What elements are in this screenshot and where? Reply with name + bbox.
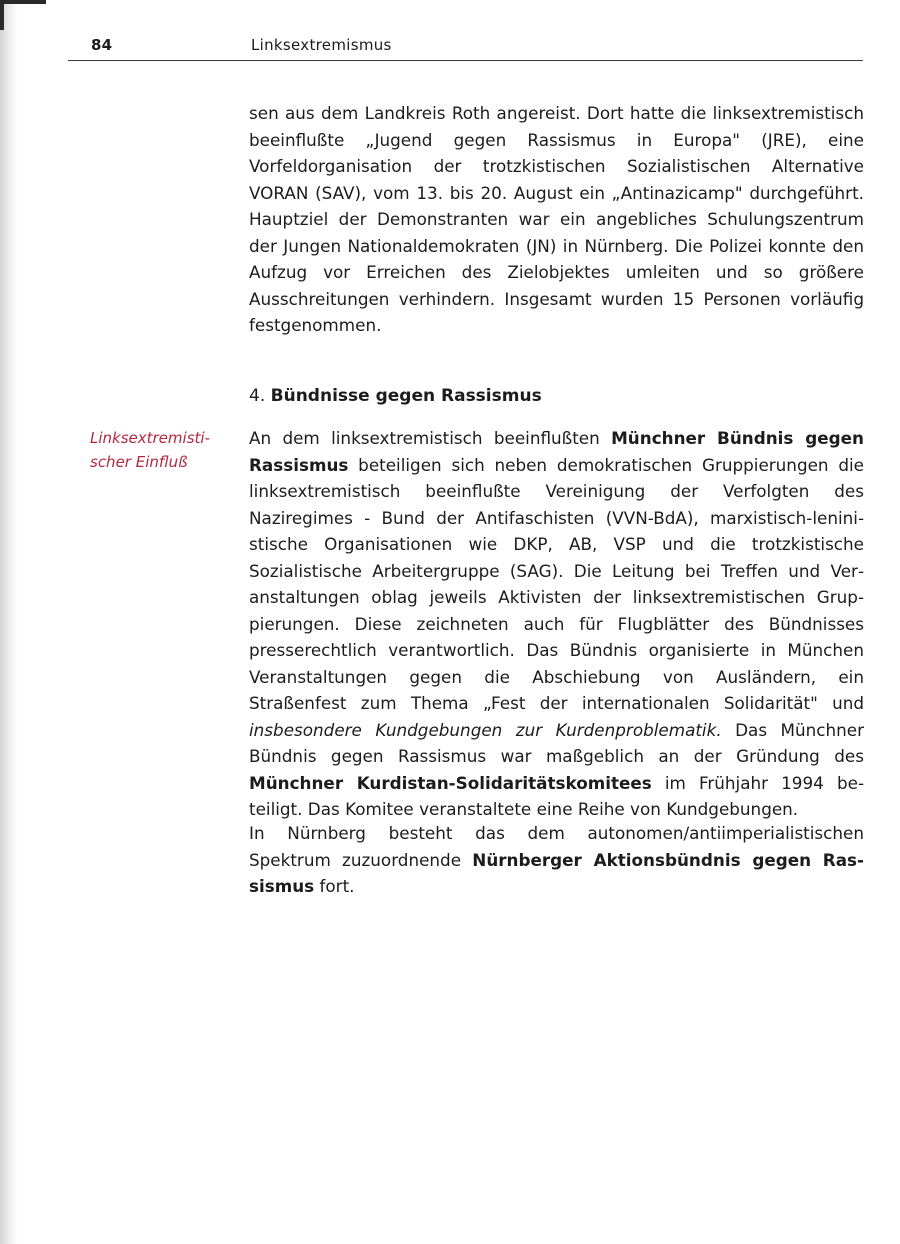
margin-note: Linksextremistischer Einfluß	[90, 429, 210, 471]
paragraph-2-text: im Frühjahr 1994 beteiligt. Das Komitee veranstaltete eine Reihe von Kundgebungen.	[249, 772, 864, 819]
paragraph-2-text: Das Münchner Bündnis gegen Rassismus war maßgeblich an der Gründung des	[249, 719, 864, 766]
section-heading	[249, 384, 542, 408]
section-number: 4.	[249, 386, 266, 406]
paragraph-3-text: fort.	[314, 876, 355, 896]
paragraph-1: sen aus dem Landkreis Roth angereist. Dort hatte die linksextremistisch beeinflußte „Jugend gegen Rassismus in Europa" (JRE), eine Vorfeldorganisation der trotzkistischen Sozialistischen Alternative VORAN (SAV), vom 13. bis 20. August ein „Antinazicamp" durchgeführt. Hauptziel der Demonstranten war ein angebliches Schulungszentrum der Jungen Nationaldemokraten (JN) in Nürnberg. Die Polizei konnte den Aufzug vor Erreichen des Zielobjektes umleiten und so größere Ausschreitungen verhindern. Insgesamt wurden 15 Personen vorläufig festgenommen.	[249, 103, 864, 335]
org-name-kurdistan-komitee: Münchner Kurdistan-Solidaritätskomitees	[249, 772, 652, 793]
org-name-muenchner-buendnis: Münchner Bündnis gegen Rassismus	[249, 428, 864, 475]
page-header	[0, 0, 900, 70]
page-number: 84	[91, 36, 113, 54]
section-title: Bündnisse gegen Rassismus	[270, 386, 542, 406]
running-title: Linksextremismus	[251, 36, 392, 54]
paragraph-3-text: In Nürnberg besteht das dem autonomen/antiimperialistischen Spektrum zuzuordnende	[249, 823, 864, 870]
org-name-nuernberger-aktionsbuendnis: Nürnberger Aktionsbündnis gegen Rassismus	[249, 849, 865, 896]
paragraph-2	[249, 425, 864, 823]
paragraph-3	[249, 820, 864, 900]
paragraph-2-text: An dem linksextremistisch beeinflußten	[249, 428, 612, 448]
paragraph-2-text: beteiligen sich neben demokratischen Gruppierungen die linksextremistisch beeinflußte Vereinigung der Verfolgten des Naziregimes - Bund der Antifaschisten (VVN-BdA), marxistisch-leninistische Organisationen wie DKP, AB, VSP und die trotzkistische Sozialistische Arbeitergruppe (SAG). Die Leitung bei Treffen und Veranstaltungen oblag jeweils Aktivisten der linksextremistischen Gruppierungen. Diese zeichneten auch für Flugblätter des Bündnisses presserechtlich verantwortlich. Das Bündnis organisierte in München Veranstaltungen gegen die Abschiebung von Ausländern, ein Straßenfest zum Thema „Fest der internationalen Solidarität" und	[249, 454, 864, 713]
paragraph-2-italic: insbesondere Kundgebungen zur Kurdenproblematik.	[249, 719, 722, 740]
binding-shadow	[0, 0, 18, 1244]
header-rule	[68, 60, 863, 61]
